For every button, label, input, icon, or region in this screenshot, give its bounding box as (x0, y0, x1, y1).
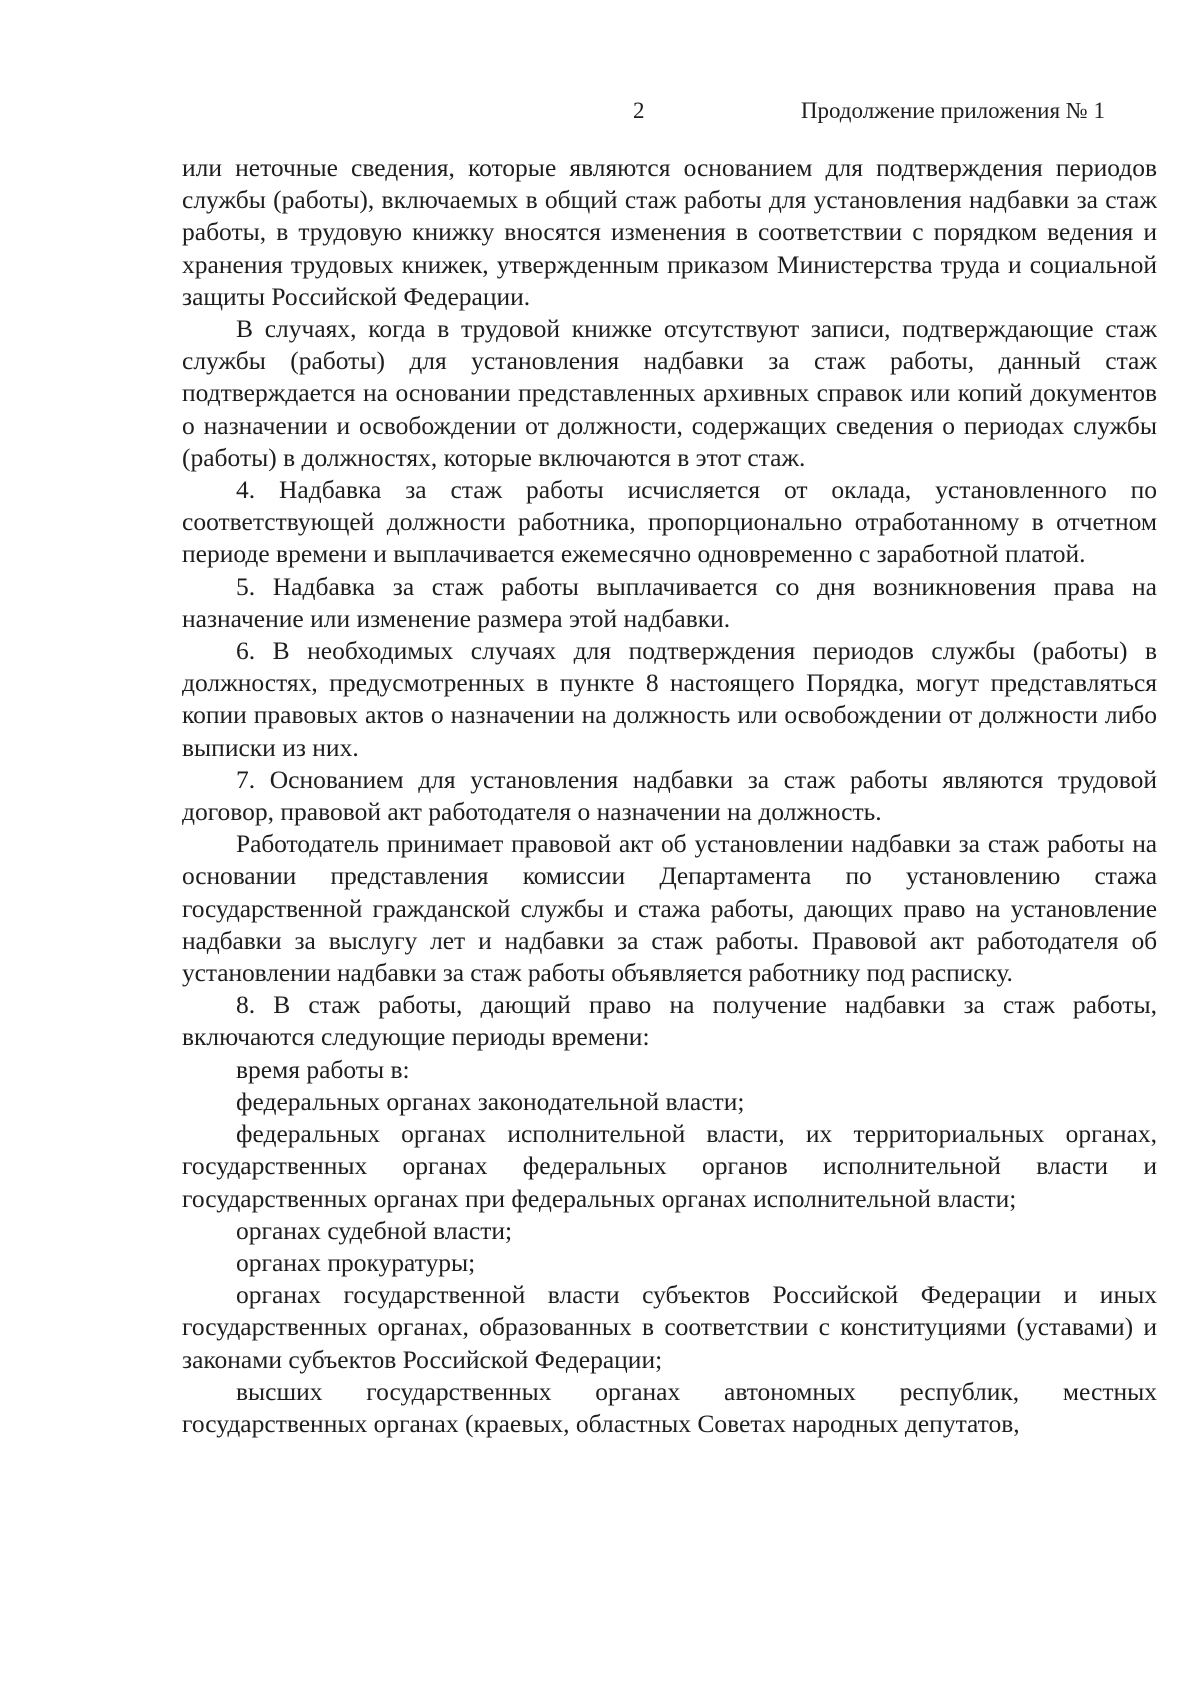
list-item-prosecution: органах прокуратуры; (236, 1247, 476, 1277)
page-number: 2 (633, 98, 645, 123)
paragraph-item-8: 8. В стаж работы, дающий право на получение надбавки за стаж работы, включаются следующие периоды времени: (182, 990, 1157, 1052)
paragraph-item-5: 5. Надбавка за стаж работы выплачивается со дня возникновения права на назначение или изменение размера этой надбавки. (182, 571, 1157, 633)
appendix-continuation-note: Продолжение приложения № 1 (800, 98, 1105, 123)
paragraph-missing-records: В случаях, когда в трудовой книжке отсутствуют записи, подтверждающие стаж службы (работы) для установления надбавки за стаж работы, данный стаж подтверждается на основании представленных архивных справок или копий документов о назначении и освобождении от должности, содержащих сведения о периодах службы (работы) в должностях, которые включаются в этот стаж. (182, 314, 1157, 472)
list-intro: время работы в: (236, 1054, 410, 1084)
paragraph-continuation: или неточные сведения, которые являются основанием для подтверждения периодов службы (работы), включаемых в общий стаж работы для установления надбавки за стаж работы, в трудовую книжку вносятся изменения в соответствии с порядком ведения и хранения трудовых книжек, утвержденным приказом Министерства труда и социальной защиты Российской Федерации. (182, 153, 1157, 311)
list-item-federal-executive: федеральных органах исполнительной власти, их территориальных органах, государственных органах федеральных органов исполнительной власти и государственных органах при федеральных органах исполнительной власти; (182, 1119, 1157, 1213)
list-item-regional-authorities: органах государственной власти субъектов Российской Федерации и иных государственных органах, образованных в соответствии с конституциями (уставами) и законами субъектов Российской Федерации; (182, 1280, 1157, 1374)
list-item-federal-legislative: федеральных органах законодательной власти; (236, 1086, 745, 1116)
paragraph-employer-act: Работодатель принимает правовой акт об установлении надбавки за стаж работы на основании представления комиссии Департамента по установлению стажа государственной гражданской службы и стажа работы, дающих право на установление надбавки за выслугу лет и надбавки за стаж работы. Правовой акт работодателя об установлении надбавки за стаж работы объявляется работнику под расписку. (182, 829, 1157, 988)
document-body (182, 152, 1157, 1440)
page-header (0, 95, 1200, 135)
paragraph-item-4: 4. Надбавка за стаж работы исчисляется от оклада, установленного по соответствующей должности работника, пропорционально отработанному в отчетном периоде времени и выплачивается ежемесячно одновременно с заработной платой. (182, 475, 1157, 569)
list-item-judicial: органах судебной власти; (236, 1215, 513, 1245)
list-item-autonomous-republics: высших государственных органах автономных республик, местных государственных органах (краевых, областных Советах народных депутатов, (182, 1376, 1157, 1438)
paragraph-item-7: 7. Основанием для установления надбавки за стаж работы являются трудовой договор, правовой акт работодателя о назначении на должность. (182, 764, 1157, 827)
paragraph-item-6: 6. В необходимых случаях для подтверждения периодов службы (работы) в должностях, предусмотренных в пункте 8 настоящего Порядка, могут представляться копии правовых актов о назначении на должность или освобождении от должности либо выписки из них. (182, 636, 1157, 762)
